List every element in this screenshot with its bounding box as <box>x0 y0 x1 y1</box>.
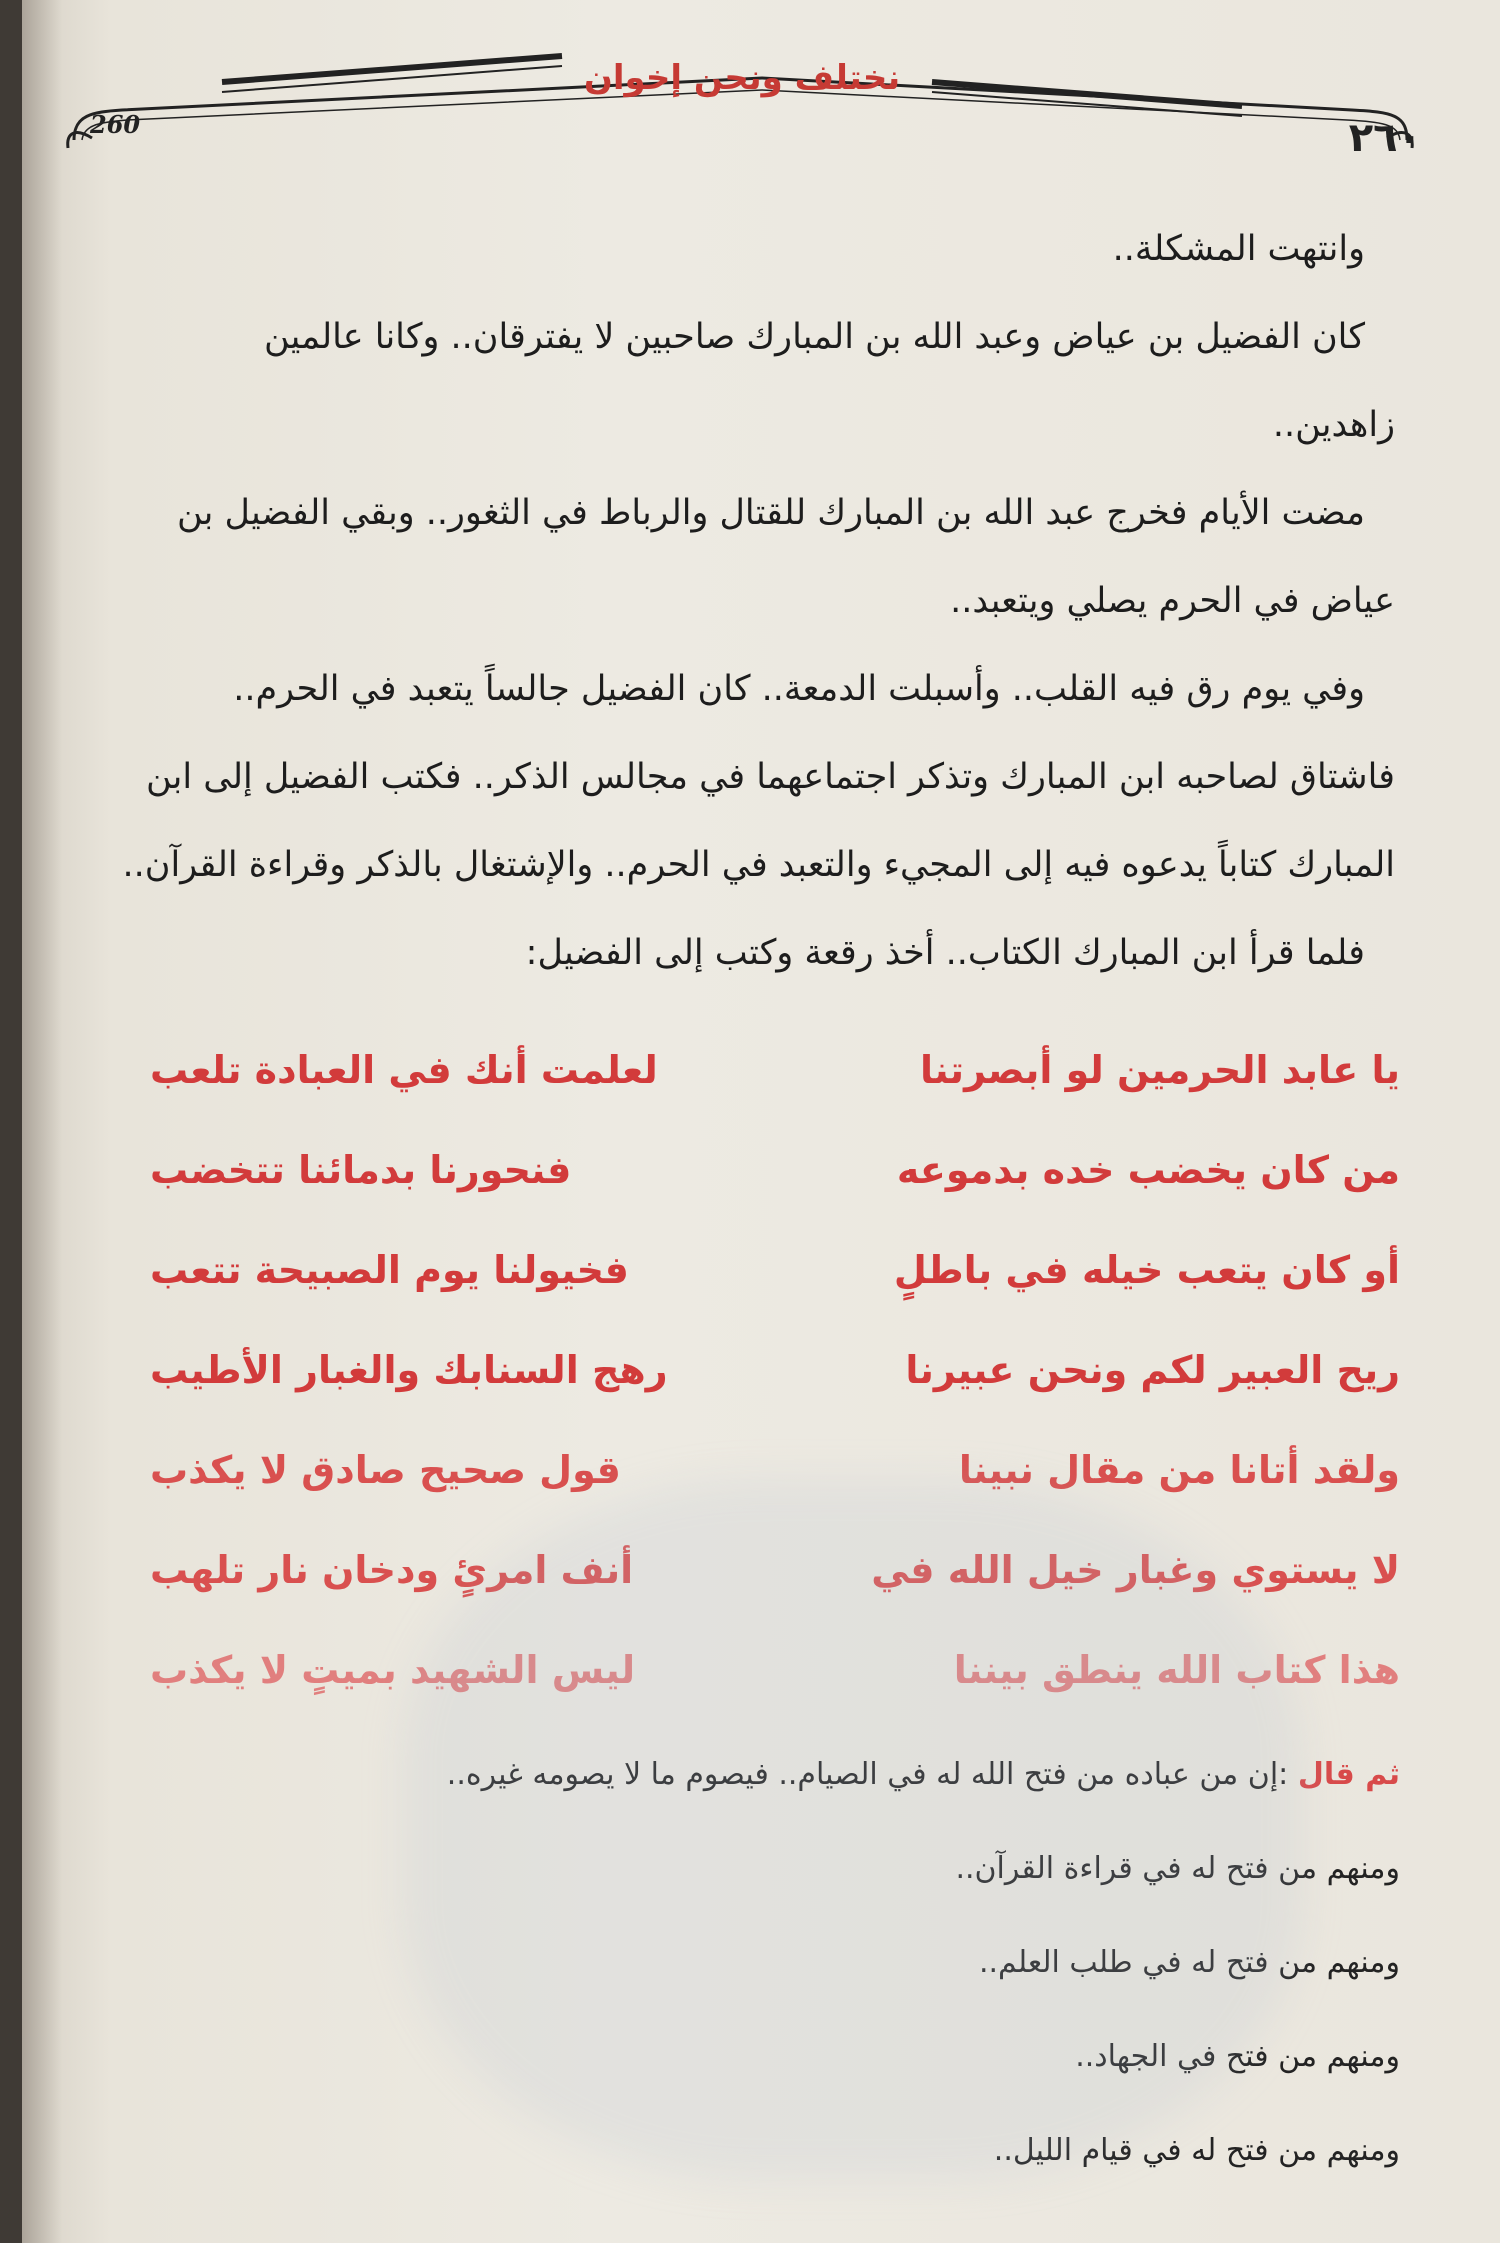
paragraph-line: فلما قرأ ابن المبارك الكتاب.. أخذ رقعة وكتب إلى الفضيل: <box>525 933 1365 973</box>
closing-first-line <box>82 1745 1400 1839</box>
verse-first-hemistich: ريح العبير لكم ونحن عبيرنا <box>905 1348 1400 1392</box>
closing-line: ومنهم من فتح له في قراءة القرآن.. <box>955 1851 1400 1886</box>
poem-verse <box>150 1620 1400 1720</box>
verse-first-hemistich: لا يستوي وغبار خيل الله في <box>871 1548 1400 1592</box>
book-page <box>22 0 1500 2243</box>
narrative-text <box>77 205 1395 997</box>
verse-second-hemistich: قول صحيح صادق لا يكذب <box>150 1448 621 1492</box>
poem-verses <box>150 1020 1400 1720</box>
paragraph-line: المبارك كتاباً يدعوه فيه إلى المجيء والتعبد في الحرم.. والإشتغال بالذكر وقراءة القرآن.. <box>122 845 1395 885</box>
verse-first-hemistich: يا عابد الحرمين لو أبصرتنا <box>920 1048 1400 1092</box>
poem-verse <box>150 1120 1400 1220</box>
paragraph-line: عياض في الحرم يصلي ويتعبد.. <box>950 581 1395 621</box>
poem-verse <box>150 1320 1400 1420</box>
poem-verse <box>150 1220 1400 1320</box>
paragraph-line: وفي يوم رق فيه القلب.. وأسبلت الدمعة.. كان الفضيل جالساً يتعبد في الحرم.. <box>233 669 1365 709</box>
page-number-arabic: ٢٦٠ <box>1348 115 1422 161</box>
verse-first-hemistich: ولقد أتانا من مقال نبينا <box>958 1448 1400 1492</box>
poem-verse <box>150 1020 1400 1120</box>
page-header <box>62 20 1422 160</box>
closing-first-text: :إن من عباده من فتح الله له في الصيام.. فيصوم ما لا يصومه غيره.. <box>446 1757 1289 1792</box>
closing-line: ومنهم من فتح له في قيام الليل.. <box>993 2133 1400 2168</box>
verse-first-hemistich: من كان يخضب خده بدموعه <box>896 1148 1400 1192</box>
closing-line: ومنهم من فتح في الجهاد.. <box>1075 2039 1400 2074</box>
paragraph-line: فاشتاق لصاحبه ابن المبارك وتذكر اجتماعهما في مجالس الذكر.. فكتب الفضيل إلى ابن <box>145 757 1395 797</box>
paragraph-line: مضت الأيام فخرج عبد الله بن المبارك للقتال والرباط في الثغور.. وبقي الفضيل بن <box>176 493 1365 533</box>
paragraph-line: كان الفضيل بن عياض وعبد الله بن المبارك صاحبين لا يفترقان.. وكانا عالمين <box>264 317 1365 357</box>
binding-shadow <box>22 0 62 2243</box>
closing-section <box>82 1745 1400 2215</box>
poem-verse <box>150 1420 1400 1520</box>
poem-verse <box>150 1520 1400 1620</box>
verse-second-hemistich: رهج السنابك والغبار الأطيب <box>150 1348 668 1392</box>
verse-second-hemistich: أنف امرئٍ ودخان نار تلهب <box>150 1548 634 1592</box>
verse-second-hemistich: لعلمت أنك في العبادة تلعب <box>150 1048 658 1092</box>
running-title: نختلف ونحن إخوان <box>583 58 901 98</box>
verse-first-hemistich: هذا كتاب الله ينطق بيننا <box>953 1648 1400 1692</box>
verse-second-hemistich: ليس الشهيد بميتٍ لا يكذب <box>150 1648 636 1692</box>
page-number-latin: 260 <box>90 110 141 139</box>
verse-first-hemistich: أو كان يتعب خيله في باطلٍ <box>893 1248 1400 1292</box>
verse-second-hemistich: فخيولنا يوم الصبيحة تتعب <box>150 1248 629 1292</box>
closing-line: ومنهم من فتح له في طلب العلم.. <box>978 1945 1400 1980</box>
then-said-label: ثم قال <box>1297 1757 1400 1792</box>
verse-second-hemistich: فنحورنا بدمائنا تتخضب <box>150 1148 572 1192</box>
paragraph-line: وانتهت المشكلة.. <box>1112 229 1365 269</box>
paragraph-line: زاهدين.. <box>1272 405 1395 445</box>
